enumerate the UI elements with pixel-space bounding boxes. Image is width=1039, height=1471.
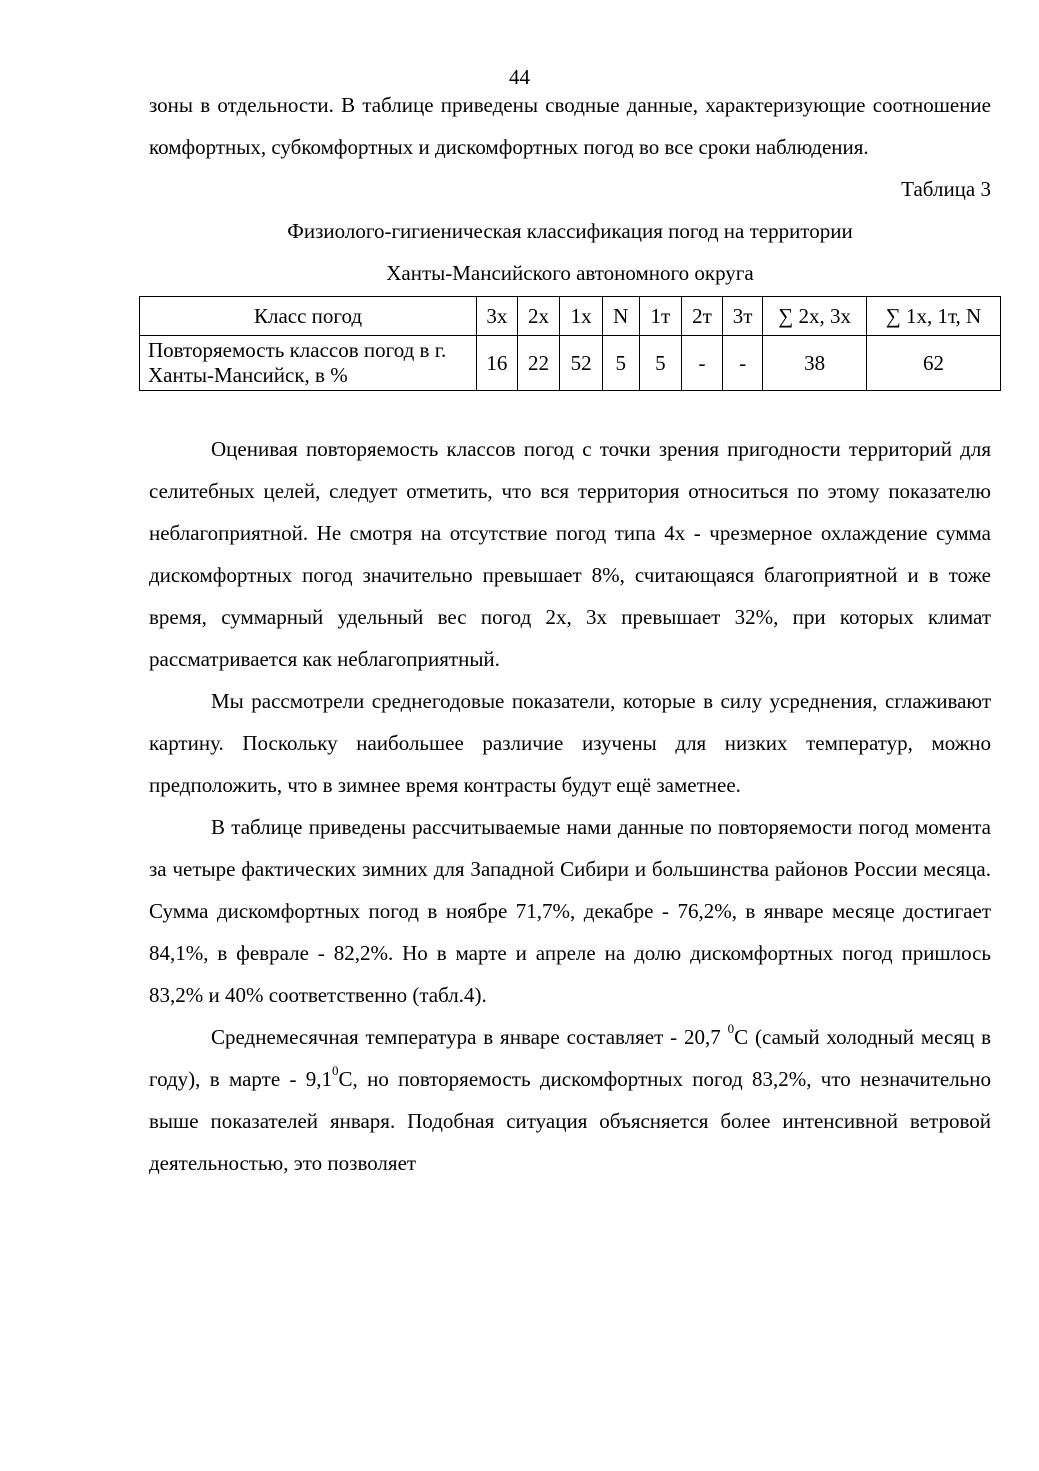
table-cell: - <box>722 336 763 391</box>
header-cell: Класс погод <box>140 297 477 336</box>
header-cell: 3х <box>477 297 518 336</box>
table-title-line-2: Ханты-Мансийского автономного округа <box>386 261 754 285</box>
table-cell: 52 <box>560 336 603 391</box>
paragraph-2: Мы рассмотрели среднегодовые показатели, которые в силу усреднения, сглаживают картину. Поскольку наибольшее различие изучены для низких температур, можно предположить, что в зимнее время контрасты будут ещё заметнее. <box>149 689 991 797</box>
header-cell: 2т <box>682 297 723 336</box>
table-cell: - <box>682 336 723 391</box>
intro-paragraph: зоны в отдельности. В таблице приведены сводные данные, характеризующие соотношение комфортных, субкомфортных и дискомфортных погод во все сроки наблюдения. <box>149 93 991 159</box>
table-row <box>140 336 1001 391</box>
table-label: Таблица 3 <box>901 177 991 201</box>
header-cell: ∑ 1х, 1т, N <box>866 297 1000 336</box>
paragraph-4-part-a: Среднемесячная температура в январе составляет - 20,7 <box>211 1025 728 1049</box>
table-header-row <box>140 297 1001 336</box>
table-cell: 5 <box>639 336 682 391</box>
header-cell: 2х <box>517 297 560 336</box>
degree-superscript: 0 <box>332 1063 339 1078</box>
page-number: 44 <box>509 65 530 89</box>
paragraph-1: Оценивая повторяемость классов погод с точки зрения пригодности территорий для селитебных целей, следует отметить, что вся территория относиться по этому показателю неблагоприятной. Не смотря на отсутствие погод типа 4х - чрезмерное охлаждение сумма дискомфортных погод значительно превышает 8%, считающаяся благоприятной и в тоже время, суммарный удельный вес погод 2х, 3х превышает 32%, при которых климат рассматривается как неблагоприятный. <box>149 437 991 671</box>
header-cell: 1т <box>639 297 682 336</box>
table-cell: 62 <box>866 336 1000 391</box>
degree-superscript: 0 <box>727 1021 735 1036</box>
table-cell: 16 <box>477 336 518 391</box>
table-cell: 5 <box>602 336 639 391</box>
paragraph-4-part-c: С, но повторяемость дискомфортных погод 83,2%, что незначительно выше показателей января. Подобная ситуация объясняется более интенсивной ветровой деятельностью, это позволяет <box>149 1067 991 1175</box>
header-cell: N <box>602 297 639 336</box>
paragraph-3: В таблице приведены рассчитываемые нами данные по повторяемости погод момента за четыре фактических зимних для Западной Сибири и большинства районов России месяца. Сумма дискомфортных погод в ноябре 71,7%, декабре - 76,2%, в январе месяце достигает 84,1%, в феврале - 82,2%. Но в марте и апреле на долю дискомфортных погод пришлось 83,2% и 40% соответственно (табл.4). <box>149 815 991 1007</box>
header-cell: 3т <box>722 297 763 336</box>
table-cell: 22 <box>517 336 560 391</box>
paragraph-4 <box>149 1016 991 1184</box>
table-title-line-1: Физиолого-гигиеническая классификация погод на территории <box>287 219 853 243</box>
page-content <box>149 84 991 1184</box>
weather-classes-table <box>139 296 1001 391</box>
paragraph-4-part-b: С (самый холодный месяц в году), в марте - 9,1 <box>149 1025 992 1091</box>
table-cell: 38 <box>763 336 867 391</box>
header-cell: ∑ 2х, 3х <box>763 297 867 336</box>
header-cell: 1х <box>560 297 603 336</box>
row-label: Повторяемость классов погод в г. Ханты-Мансийск, в % <box>140 336 477 391</box>
